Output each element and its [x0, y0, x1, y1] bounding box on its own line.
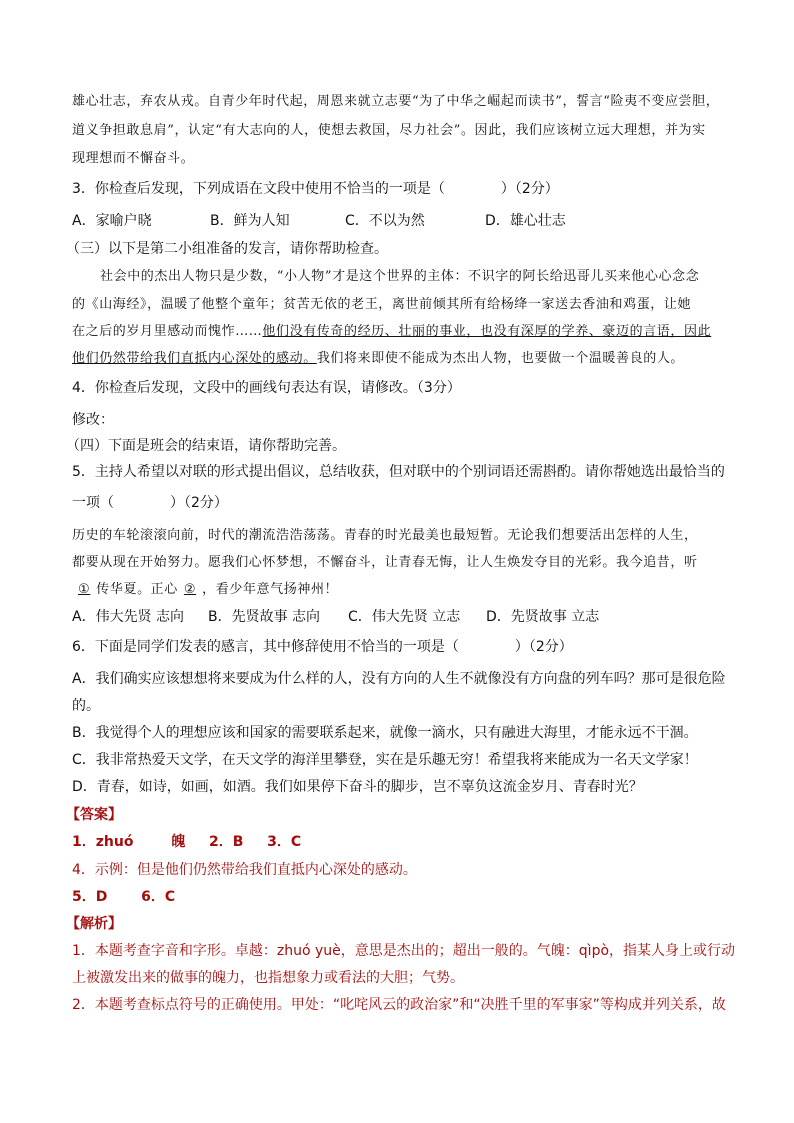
- answer-1-pinyin: 1．zhuó: [72, 834, 134, 850]
- blank-1: ①: [78, 582, 91, 597]
- answer-line: [72, 832, 732, 852]
- couplet-text: ，看少年意气扬神州！: [202, 582, 339, 597]
- question-5-stem: 5．主持人希望以对联的形式提出倡议，总结收获，但对联中的个别词语还需斟酌。请你帮她选出最恰当的: [72, 464, 725, 480]
- question-3-stem: 3．你检查后发现，下列成语在文段中使用不恰当的一项是（ ）（2分）: [72, 181, 559, 197]
- analysis-line: 1．本题考查字音和字形。卓越：zhuó yuè，意思是杰出的；超出一般的。气魄：qìpò，指某人身上或行动: [72, 943, 736, 959]
- paragraph-line: [72, 349, 732, 369]
- option-d: D．雄心壮志: [485, 213, 566, 229]
- section-heading: （四）下面是班会的结束语，请你帮助完善。: [66, 438, 346, 454]
- paragraph-line: 的《山海经》，温暖了他整个童年；贫苦无依的老王，离世前倾其所有给杨绛一家送去香油和鸡蛋，让她: [72, 297, 692, 312]
- analysis-line: 上被激发出来的做事的魄力，也指想象力或看法的大胆；气势。: [72, 970, 464, 986]
- blank-2: ②: [183, 582, 197, 597]
- paragraph-line: [72, 322, 732, 342]
- option-a: A．我们确实应该想想将来要成为什么样的人，没有方向的人生不就像没有方向盘的列车吗？那可是很危险: [72, 671, 726, 687]
- couplet-text: 传华夏。正心: [96, 582, 178, 597]
- paragraph-line: 社会中的杰出人物只是少数，“小人物”才是这个世界的主体：不识字的阿长给迅哥儿买来他心心念念: [100, 269, 700, 284]
- option-a: A．伟大先贤 志向: [72, 609, 185, 625]
- couplet-line: 都要从现在开始努力。愿我们心怀梦想，不懈奋斗，让青春无悔，让人生焕发夺目的光彩。我今追昔，听: [72, 555, 698, 570]
- underlined-sentence: 他们没有传奇的经历、壮丽的事业，也没有深厚的学养、豪迈的言语，因此: [262, 324, 712, 339]
- paragraph-line: 道义争担敢息肩”，认定“有大志向的人，使想去救国，尽力社会”。因此，我们应该树立远大理想，并为实: [72, 123, 706, 138]
- paragraph-line: 雄心壮志，弃农从戎。自青少年时代起，周恩来就立志要“为了中华之崛起而读书”，誓言“险夷不变应尝胆，: [72, 94, 720, 109]
- answer-5: 5．D: [72, 889, 108, 905]
- option-c: C．不以为然: [345, 213, 425, 229]
- answer-2: 2．B: [208, 834, 244, 850]
- paragraph-text: 我们将来即使不能成为杰出人物，也要做一个温暖善良的人。: [316, 351, 685, 366]
- answer-3: 3．C: [267, 834, 302, 850]
- option-a: A．家喻户晓: [72, 213, 152, 229]
- section-heading: （三）以下是第二小组准备的发言，请你帮助检查。: [66, 241, 388, 257]
- question-6-stem: 6．下面是同学们发表的感言，其中修辞使用不恰当的一项是（ ）（2分）: [72, 639, 573, 655]
- paragraph-line: 现理想而不懈奋斗。: [72, 151, 195, 166]
- paragraph-text: 在之后的岁月里感动而愧怍……: [72, 324, 263, 339]
- fix-label: 修改：: [72, 412, 114, 428]
- answer-heading: 【答案】: [66, 807, 122, 823]
- option-c: C．我非常热爱天文学，在天文学的海洋里攀登，实在是乐趣无穷！希望我将来能成为一名天文学家！: [72, 752, 698, 768]
- answer-6: 6．C: [141, 889, 176, 905]
- question-5-stem: 一项（ ）（2分）: [72, 495, 228, 511]
- option-c: C．伟大先贤 立志: [348, 609, 461, 625]
- option-b: B．鲜为人知: [210, 213, 290, 229]
- analysis-line: 2．本题考查标点符号的正确使用。甲处：“叱咤风云的政治家”和“决胜千里的军事家”等构成并列关系，故: [72, 997, 726, 1013]
- underlined-sentence: 他们仍然带给我们直抵内心深处的感动。: [72, 351, 317, 366]
- couplet-line: [72, 580, 732, 600]
- answer-4: 4．示例：但是他们仍然带给我们直抵内心深处的感动。: [72, 862, 417, 878]
- option-b: B．先贤故事 志向: [208, 609, 321, 625]
- couplet-line: 历史的车轮滚滚向前，时代的潮流浩浩荡荡。青春的时光最美也最短暂。无论我们想要活出怎样的人生，: [72, 528, 698, 543]
- option-a-cont: 的。: [72, 698, 100, 714]
- answer-1-char: 魄: [171, 834, 186, 850]
- answer-line: [72, 887, 732, 907]
- option-b: B．我觉得个人的理想应该和国家的需要联系起来，就像一滴水，只有融进大海里，才能永远不干涸。: [72, 725, 698, 741]
- question-4-stem: 4．你检查后发现，文段中的画线句表达有误，请修改。（3分）: [72, 380, 461, 396]
- option-d: D．青春，如诗，如画，如酒。我们如果停下奋斗的脚步，岂不辜负这流金岁月、青春时光？: [72, 779, 643, 795]
- option-d: D．先贤故事 立志: [486, 609, 600, 625]
- analysis-heading: 【解析】: [66, 916, 122, 932]
